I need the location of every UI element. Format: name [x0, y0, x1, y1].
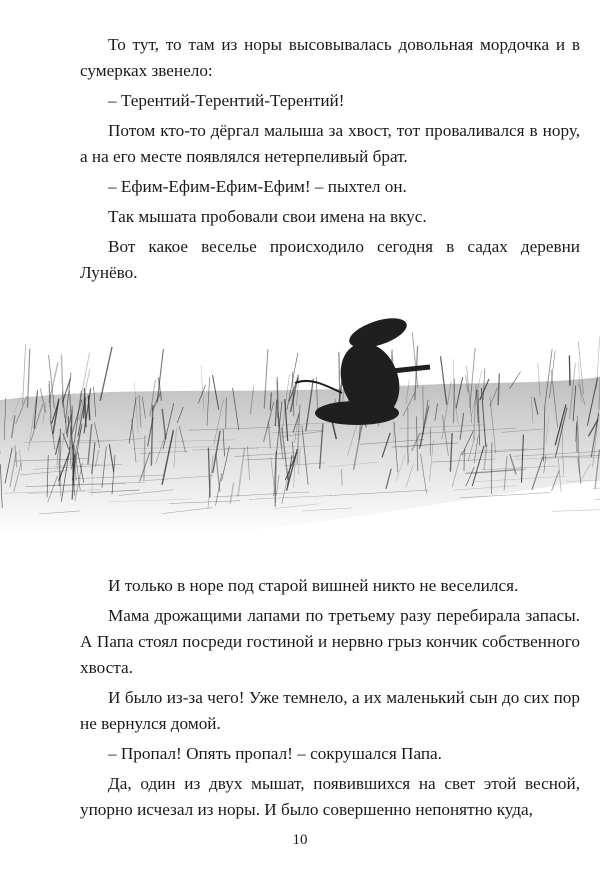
- top-text-block: [80, 32, 580, 290]
- paragraph: Мама дрожащими лапами по третьему разу перебирала запасы. А Папа стоял посреди гостиной и нервно грыз кончик собственного хвоста.: [80, 606, 580, 677]
- bottom-text-block: [80, 573, 580, 827]
- paragraph: Вот какое веселье происходило сегодня в садах деревни Лунёво.: [80, 237, 580, 282]
- paragraph: Потом кто-то дёргал малыша за хвост, тот проваливался в нору, а на его месте появлялся нетерпеливый брат.: [80, 121, 580, 166]
- paragraph: – Ефим-Ефим-Ефим-Ефим! – пыхтел он.: [108, 177, 407, 196]
- paragraph: И только в норе под старой вишней никто не веселился.: [108, 576, 519, 595]
- paragraph: – Терентий-Терентий-Терентий!: [108, 91, 345, 110]
- page-number: 10: [292, 832, 308, 848]
- grass-field: [0, 377, 600, 538]
- paragraph: Да, один из двух мышат, появившихся на свет этой весной, упорно исчезал из норы. И было совершенно непонятно куда,: [80, 774, 580, 819]
- mouse-in-grass-illustration: [0, 305, 600, 550]
- paragraph: – Пропал! Опять пропал! – сокрушался Папа.: [108, 744, 442, 763]
- paragraph: То тут, то там из норы высовывалась довольная мордочка и в сумерках звенело:: [80, 35, 580, 80]
- paragraph: И было из-за чего! Уже темнело, а их маленький сын до сих пор не вернулся домой.: [80, 688, 580, 733]
- paragraph: Так мышата пробовали свои имена на вкус.: [108, 207, 427, 226]
